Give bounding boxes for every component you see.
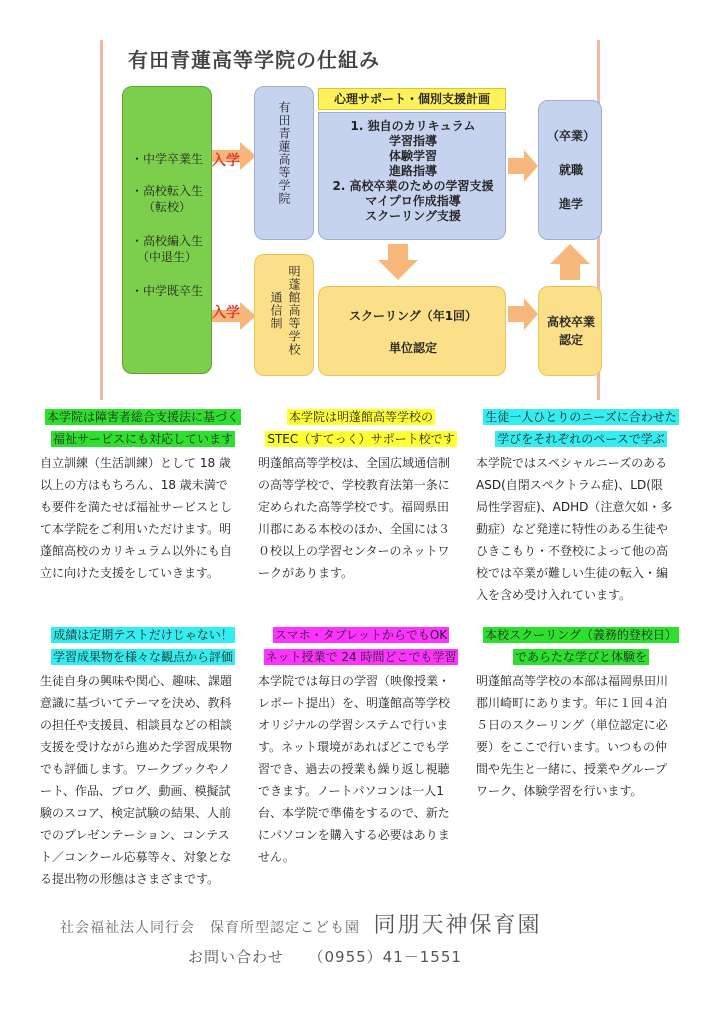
- body-line: オリジナルの学習システムで行いま: [258, 718, 449, 732]
- source-item-note: （転校）: [142, 200, 191, 214]
- body-line: 間や先生と一緒に、授業やグループ: [476, 762, 668, 776]
- meihokan-school-box: [254, 254, 314, 376]
- entry-label-bottom: 入学: [212, 305, 240, 321]
- body-line: でも評価します。ワークブックやノ: [40, 762, 231, 776]
- student-sources-box: [122, 86, 212, 374]
- body-line: でのプレゼンテーション、コンテス: [40, 828, 230, 842]
- body-line: 明蓬館高等学校の本部は福岡県田川: [476, 674, 669, 688]
- body-line: ト／コンクール応募等々、対象とな: [40, 850, 232, 864]
- body-line: できます。ノートパソコンは一人1: [258, 784, 444, 798]
- source-item: ・中学卒業生: [131, 152, 204, 166]
- section-heading-line: 本学院は明蓬館高等学校の: [288, 410, 433, 424]
- body-line: 本学院では毎日の学習（映像授業・: [258, 674, 451, 688]
- body-line: 習でき、過去の授業も繰り返し視聴: [258, 762, 450, 776]
- meihokan-left-label: 明蓬館高等学校: [287, 265, 301, 356]
- source-item: ・高校転入生: [131, 184, 204, 198]
- section-heading: [476, 406, 686, 450]
- body-line: 蓬館高校のカリキュラム以外にも自: [40, 544, 232, 558]
- body-line: ワーク、体験学習を行います。: [476, 784, 643, 798]
- entry-label-top: 入学: [212, 153, 240, 169]
- footer-contact: お問い合わせ （0955）41－1551: [188, 948, 462, 966]
- graduation-label: （卒業）: [546, 129, 595, 143]
- body-line: 以上の方はもちろん、18 歳未満で: [40, 478, 228, 492]
- body-line: 郡川崎町にあります。年に１回４泊: [476, 696, 668, 710]
- body-line: ５日のスクーリング（単位認定に必: [476, 718, 668, 732]
- body-line: 明蓬館高等学校は、全国広域通信制: [258, 456, 451, 470]
- arita-school-box: [254, 86, 314, 240]
- down-arrow-icon: [376, 242, 420, 282]
- section-heading-line: 生徒一人ひとりのニーズに合わせた: [485, 410, 677, 424]
- section-body: [258, 670, 466, 868]
- section-heading-line: 本学院は障害者総合支援法に基づく: [46, 410, 239, 424]
- schooling-text: スクーリング（年1回）: [348, 309, 478, 323]
- body-line: 立に向けた支援をしていきます。: [40, 566, 220, 580]
- body-line: 台、本学院で準備をするので、新た: [258, 806, 450, 820]
- curriculum-box: [318, 112, 506, 240]
- section-body: [476, 452, 686, 606]
- body-line: 定められた高等学校です。福岡県田: [258, 500, 450, 514]
- body-line: ０校以上の学習センターのネットワ: [258, 544, 450, 558]
- section-body: [258, 452, 466, 584]
- body-line: の担任や支援員、相談員などの相談: [40, 718, 233, 732]
- body-line: せん。: [258, 850, 295, 864]
- schooling-box: [318, 286, 506, 376]
- section-heading: [40, 624, 246, 668]
- employment-label: 就職: [558, 163, 583, 177]
- right-arrow-icon: [506, 296, 540, 332]
- graduation-cert-line1: 高校卒業: [546, 315, 595, 329]
- section-heading-line: であらたな学びと体験を: [514, 650, 647, 664]
- body-line: 本学院ではスペシャルニーズのある: [476, 456, 668, 470]
- graduation-cert-line2: 認定: [558, 333, 583, 347]
- body-line: 校では卒業が難しい生徒の転入・編: [476, 566, 669, 580]
- footer-org: [60, 908, 541, 939]
- body-line: の高等学校で、学校教育法第一条に: [258, 478, 450, 492]
- section-heading-line: 本校スクーリング（義務的登校日）: [485, 628, 677, 642]
- section-heading: [476, 624, 686, 668]
- section-body: [40, 670, 248, 890]
- source-item: ・中学既卒生: [131, 284, 204, 298]
- further-study-label: 進学: [558, 197, 583, 211]
- body-line: ート、作品、ブログ、動画、模擬試: [40, 784, 231, 798]
- section-heading: [258, 406, 464, 450]
- section-heading-line: ネット授業で 24 時間どこでも学習: [265, 650, 457, 664]
- support-plan-banner: 心理サポート・個別支援計画: [318, 88, 506, 110]
- footer-org-text: 社会福祉法人同行会 保育所型認定こども園: [60, 920, 360, 936]
- section-heading-line: 成績は定期テストだけじゃない！: [53, 628, 233, 642]
- body-line: 意識に基づいてテーマを決め、教科: [40, 696, 232, 710]
- body-line: も要件を満たせば福祉サービスとし: [40, 500, 233, 514]
- curriculum-item: 体験学習: [388, 149, 437, 163]
- section-heading: [258, 624, 464, 668]
- up-arrow-icon: [548, 242, 592, 282]
- section-heading-line: スマホ・タブレットからでもOK: [274, 628, 448, 642]
- body-line: す。ネット環境があればどこでも学: [258, 740, 450, 754]
- curriculum-item: マイプロ作成指導: [365, 194, 461, 208]
- credit-text: 単位認定: [388, 341, 437, 355]
- body-line: ひきこもり・不登校によって他の高: [476, 544, 669, 558]
- body-line: 川郡にある本校のほか、全国には３: [258, 522, 451, 536]
- section-heading-line: 学びをそれぞれのペースで学ぶ: [497, 432, 665, 446]
- body-line: て本学院をご利用いただけます。明: [40, 522, 232, 536]
- section-heading: [40, 406, 246, 450]
- graduation-cert-box: [538, 286, 602, 376]
- curriculum-item: 進路指導: [388, 164, 437, 178]
- body-line: 支援を受けながら進めた学習成果物: [40, 740, 233, 754]
- curriculum-item: 2. 高校卒業のための学習支援: [332, 179, 494, 193]
- body-line: 験のスコア、検定試験の結果、人前: [40, 806, 232, 820]
- source-item-note: （中退生）: [136, 250, 197, 264]
- arita-school-label: 有田青蓮高等学院: [277, 101, 291, 205]
- curriculum-item: スクーリング支援: [365, 209, 461, 223]
- diagram-title: 有田青蓮高等学院の仕組み: [128, 48, 380, 72]
- curriculum-item: 1. 独自のカリキュラム: [350, 119, 476, 133]
- body-line: レポート提出）を、明蓬館高等学校: [258, 696, 451, 710]
- curriculum-item: 学習指導: [388, 134, 437, 148]
- body-line: ークがあります。: [258, 566, 354, 580]
- body-line: にパソコンを購入する必要はありま: [258, 828, 450, 842]
- outcome-box: [538, 100, 602, 240]
- footer-nursery-name: 同朋天神保育園: [373, 913, 542, 938]
- meihokan-right-label: 通信制: [269, 291, 283, 330]
- section-body: [40, 452, 248, 584]
- right-arrow-icon: [506, 148, 540, 184]
- section-heading-line: 学習成果物を様々な観点から評価: [52, 650, 233, 664]
- section-body: [476, 670, 686, 802]
- left-border-line: [100, 40, 103, 400]
- body-line: 入を含め受け入れています。: [476, 588, 632, 602]
- body-line: 局性学習症)、ADHD（注意欠如・多: [476, 500, 673, 514]
- section-heading-line: 福祉サービスにも対応しています: [52, 432, 233, 446]
- body-line: 生徒自身の興味や関心、趣味、課題: [40, 674, 233, 688]
- body-line: 要）をここで行います。いつもの仲: [476, 740, 668, 754]
- body-line: 動症）など発達に特性のある生徒や: [476, 522, 669, 536]
- source-item: ・高校編入生: [131, 234, 204, 248]
- section-heading-line: STEC（すてっく）サポート校です: [267, 432, 455, 446]
- body-line: 自立訓練（生活訓練）として 18 歳: [40, 456, 231, 470]
- body-line: る提出物の形態はさまざまです。: [40, 872, 220, 886]
- body-line: ASD(自閉スペクトラム症)、LD(限: [476, 478, 663, 492]
